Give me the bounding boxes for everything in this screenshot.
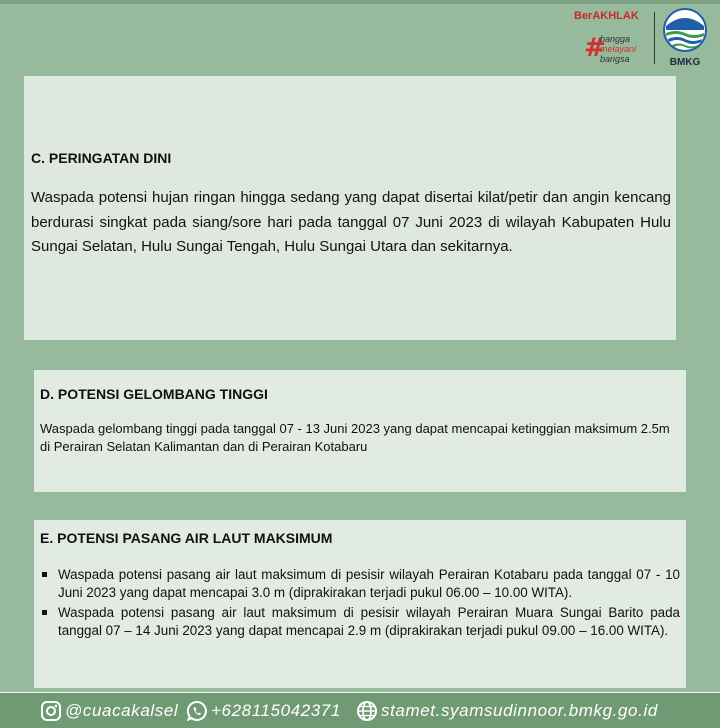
whatsapp-number[interactable]: +628115042371: [211, 701, 341, 720]
top-band: [0, 0, 720, 4]
bangga-word: bangga: [600, 34, 631, 44]
globe-icon: [356, 700, 378, 722]
instagram-handle[interactable]: @cuacakalsel: [65, 701, 179, 720]
instagram-icon: [40, 700, 62, 722]
bullet-text: Waspada potensi pasang air laut maksimum di pesisir wilayah Perairan Muara Sungai Barito pada tanggal 07 – 14 Juni 2023 yang dapat mencapai 2.9 m (diprakirakan terjadi pukul 09.00 – 16.00 WITA).: [58, 605, 680, 638]
logo-area: [574, 6, 714, 70]
bmkg-emblem-icon: [660, 6, 710, 54]
hashtag-icon: #: [584, 33, 606, 63]
section-peringatan-dini: [24, 76, 676, 340]
footer-website[interactable]: [356, 699, 658, 723]
logo-divider: [654, 12, 655, 64]
section-c-body: Waspada potensi hujan ringan hingga sedang yang dapat disertai kilat/petir dan angin kencang berdurasi singkat pada siang/sore hari pada tanggal 07 Juni 2023 di wilayah Kabupaten Hulu Sungai Selatan, Hulu Sungai Tengah, Hulu Sungai Utara dan sekitarnya.: [31, 189, 671, 255]
bangsa-word: bangsa: [600, 54, 630, 64]
section-pasang-air-laut: [34, 520, 686, 688]
section-d-heading: D. POTENSI GELOMBANG TINGGI: [40, 386, 268, 402]
section-d-body: Waspada gelombang tinggi pada tanggal 07 - 13 Juni 2023 yang dapat mencapai ketinggian maksimum 2.5m di Perairan Selatan Kalimantan dan di Perairan Kotabaru: [40, 421, 670, 454]
berakhlak-text: BerAKHLAK: [574, 10, 639, 22]
bmkg-label: BMKG: [669, 57, 701, 68]
footer-whatsapp[interactable]: [186, 699, 341, 723]
list-item: [40, 604, 680, 639]
footer-instagram[interactable]: [40, 699, 178, 723]
section-c-heading: C. PERINGATAN DINI: [31, 150, 172, 166]
bullet-text: Waspada potensi pasang air laut maksimum di pesisir wilayah Perairan Kotabaru pada tanggal 07 - 10 Juni 2023 yang dapat mencapai 3.0 m (diprakirakan terjadi pukul 06.00 – 10.00 WITA).: [58, 567, 680, 600]
berakhlak-logo: [574, 10, 652, 27]
section-gelombang-tinggi: [34, 370, 686, 492]
section-e-heading: E. POTENSI PASANG AIR LAUT MAKSIMUM: [40, 530, 333, 546]
berakhlak-subtext-decoration: [574, 23, 652, 27]
section-e-bullet-list: [40, 566, 680, 642]
melayani-word: melayani: [600, 44, 637, 54]
website-url[interactable]: stamet.syamsudinnoor.bmkg.go.id: [381, 701, 658, 720]
bmkg-logo: [660, 6, 710, 68]
bullet-square-icon: [42, 610, 47, 615]
whatsapp-icon: [186, 700, 208, 722]
bangga-melayani-bangsa-logo: [584, 32, 650, 68]
list-item: [40, 566, 680, 601]
footer-contact-bar: [0, 692, 720, 728]
bullet-square-icon: [42, 572, 47, 577]
